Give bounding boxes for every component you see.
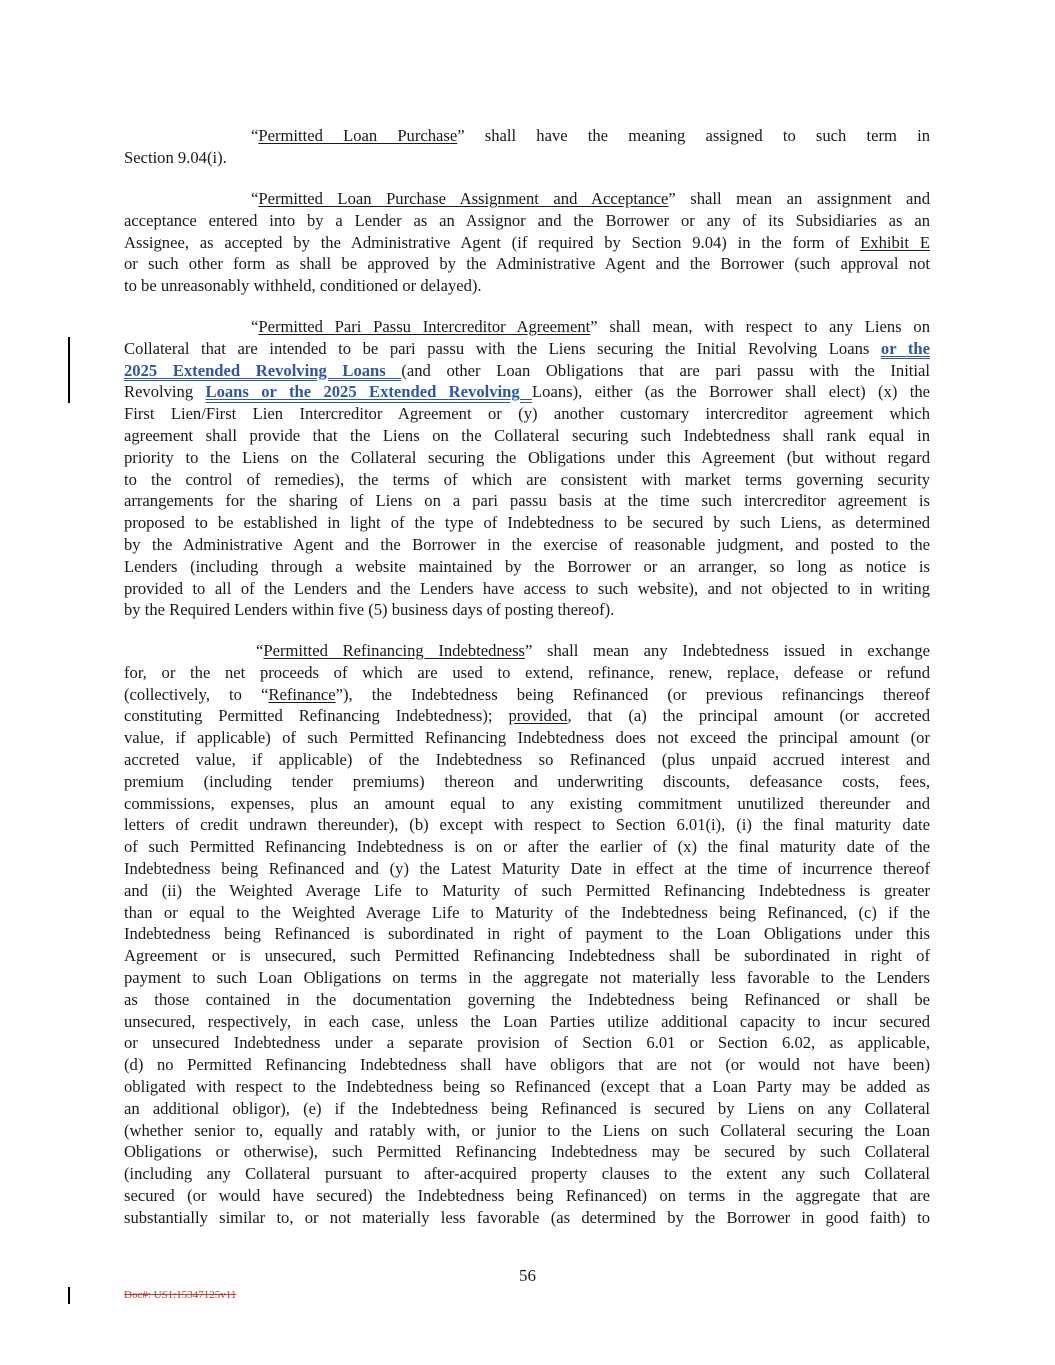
definition-permitted-loan-purchase-assignment: “Permitted Loan Purchase Assignment and Acceptance” shall mean an assignment and acceptance entered into by a Lender as an Assignor and the Borrower or any of its Subsidiaries as an Assignee, as accepted by the Administrative Agent (if required by Section 9.04) in the form of Exhibit E or such other form as shall be approved by the Administrative Agent and the Borrower (such approval not to be unreasonably withheld, conditioned or delayed).: [124, 189, 930, 296]
inserted-text: or the: [880, 338, 930, 358]
inserted-text: 2025 Extended Revolving Loans: [124, 360, 402, 380]
quote-mark: “: [251, 317, 259, 336]
document-id: Doc#: US1:15347125v11: [124, 1289, 237, 1301]
defined-term: Refinance: [268, 684, 336, 704]
quote-mark: “: [251, 189, 259, 208]
provided-term: provided: [508, 706, 568, 726]
defined-term: Permitted Loan Purchase: [258, 126, 458, 145]
definition-permitted-refinancing-indebtedness: “Permitted Refinancing Indebtedness” shall mean any Indebtedness issued in exchange for, or the net proceeds of which are used to extend, refinance, renew, replace, defease or refund (collectively, to “Refinance”), the Indebtedness being Refinanced (or previous refinancings thereof constituting Permitted Refinancing Indebtedness); provided, that (a) the principal amount (or accreted value, if applicable) of such Permitted Refinancing Indebtedness does not exceed the principal amount (or accreted value, if applicable) of the Indebtedness so Refinanced (plus unpaid accrued interest and premium (including tender premiums) thereon and underwriting discounts, defeasance costs, fees, commissions, expenses, plus an amount equal to any existing commitment unutilized thereunder and letters of credit undrawn thereunder), (b) except with respect to Section 6.01(i), (i) the final maturity date of such Permitted Refinancing Indebtedness is on or after the earlier of (x) the final maturity date of the Indebtedness being Refinanced and (y) the Latest Maturity Date in effect at the time of incurrence thereof and (ii) the Weighted Average Life to Maturity of such Permitted Refinancing Indebtedness is greater than or equal to the Weighted Average Life to Maturity of the Indebtedness being Refinanced, (c) if the Indebtedness being Refinanced is subordinated in right of payment to the Loan Obligations under this Agreement or is unsecured, such Permitted Refinancing Indebtedness shall be subordinated in right of payment to such Loan Obligations on terms in the aggregate not materially less favorable to the Lenders as those contained in the documentation governing the Indebtedness being Refinanced or shall be unsecured, respectively, in each case, unless the Loan Parties utilize additional capacity to incur secured or unsecured Indebtedness under a separate provision of Section 6.01 or Section 6.02, as applicable, (d) no Permitted Refinancing Indebtedness shall have obligors that are not (or would not have been) obligated with respect to the Indebtedness being so Refinanced (except that a Loan Party may be added as an additional obligor), (e) if the Indebtedness being Refinanced is secured by Liens on any Collateral (whether senior to, equally and ratably with, or junior to the Liens on such Collateral securing the Loan Obligations or otherwise), such Permitted Refinancing Indebtedness may be secured by such Collateral (including any Collateral pursuant to after-acquired property clauses to the extent any such Collateral secured (or would have secured) the Indebtedness being Refinanced) on terms in the aggregate that are substantially similar to, or not materially less favorable (as determined by the Borrower in good faith) to: [124, 641, 930, 1227]
defined-term: Permitted Loan Purchase Assignment and Acceptance: [258, 189, 669, 208]
quote-mark: “: [256, 641, 264, 660]
change-bar: [68, 1287, 70, 1304]
page-number: 56: [519, 1266, 536, 1285]
exhibit-reference: Exhibit E: [860, 232, 930, 252]
definition-permitted-pari-passu-intercreditor: “Permitted Pari Passu Intercreditor Agreement” shall mean, with respect to any Liens on Collateral that are intended to be pari passu with the Liens securing the Initial Revolving Loans or the 2025 Extended Revolving Loans (and other Loan Obligations that are pari passu with the Initial Revolving Loans or the 2025 Extended Revolving Loans), either (as the Borrower shall elect) (x) the First Lien/First Lien Intercreditor Agreement or (y) another customary intercreditor agreement which agreement shall provide that the Liens on the Collateral securing such Indebtedness shall rank equal in priority to the Liens on the Collateral securing the Obligations under this Agreement (but without regard to the control of remedies), the terms of which are consistent with market terms governing security arrangements for the sharing of Liens on a pari passu basis at the time such intercreditor agreement is proposed to be established in light of the type of Indebtedness to be secured by such Liens, as determined by the Administrative Agent and the Borrower in the exercise of reasonable judgment, and posted to the Lenders (including through a website maintained by the Borrower or an arranger, so long as notice is provided to all of the Lenders and the Lenders have access to such website), and not objected to in writing by the Required Lenders within five (5) business days of posting thereof).: [124, 317, 931, 620]
defined-term: Permitted Pari Passu Intercreditor Agreement: [258, 317, 591, 336]
quote-mark: “: [251, 126, 259, 145]
inserted-text: Loans or the 2025 Extended Revolving: [205, 382, 533, 402]
defined-term: Permitted Refinancing Indebtedness: [263, 641, 525, 660]
definition-permitted-loan-purchase: “Permitted Loan Purchase” shall have the meaning assigned to such term in Section 9.04(i).: [124, 126, 930, 167]
change-bar: [68, 337, 70, 403]
